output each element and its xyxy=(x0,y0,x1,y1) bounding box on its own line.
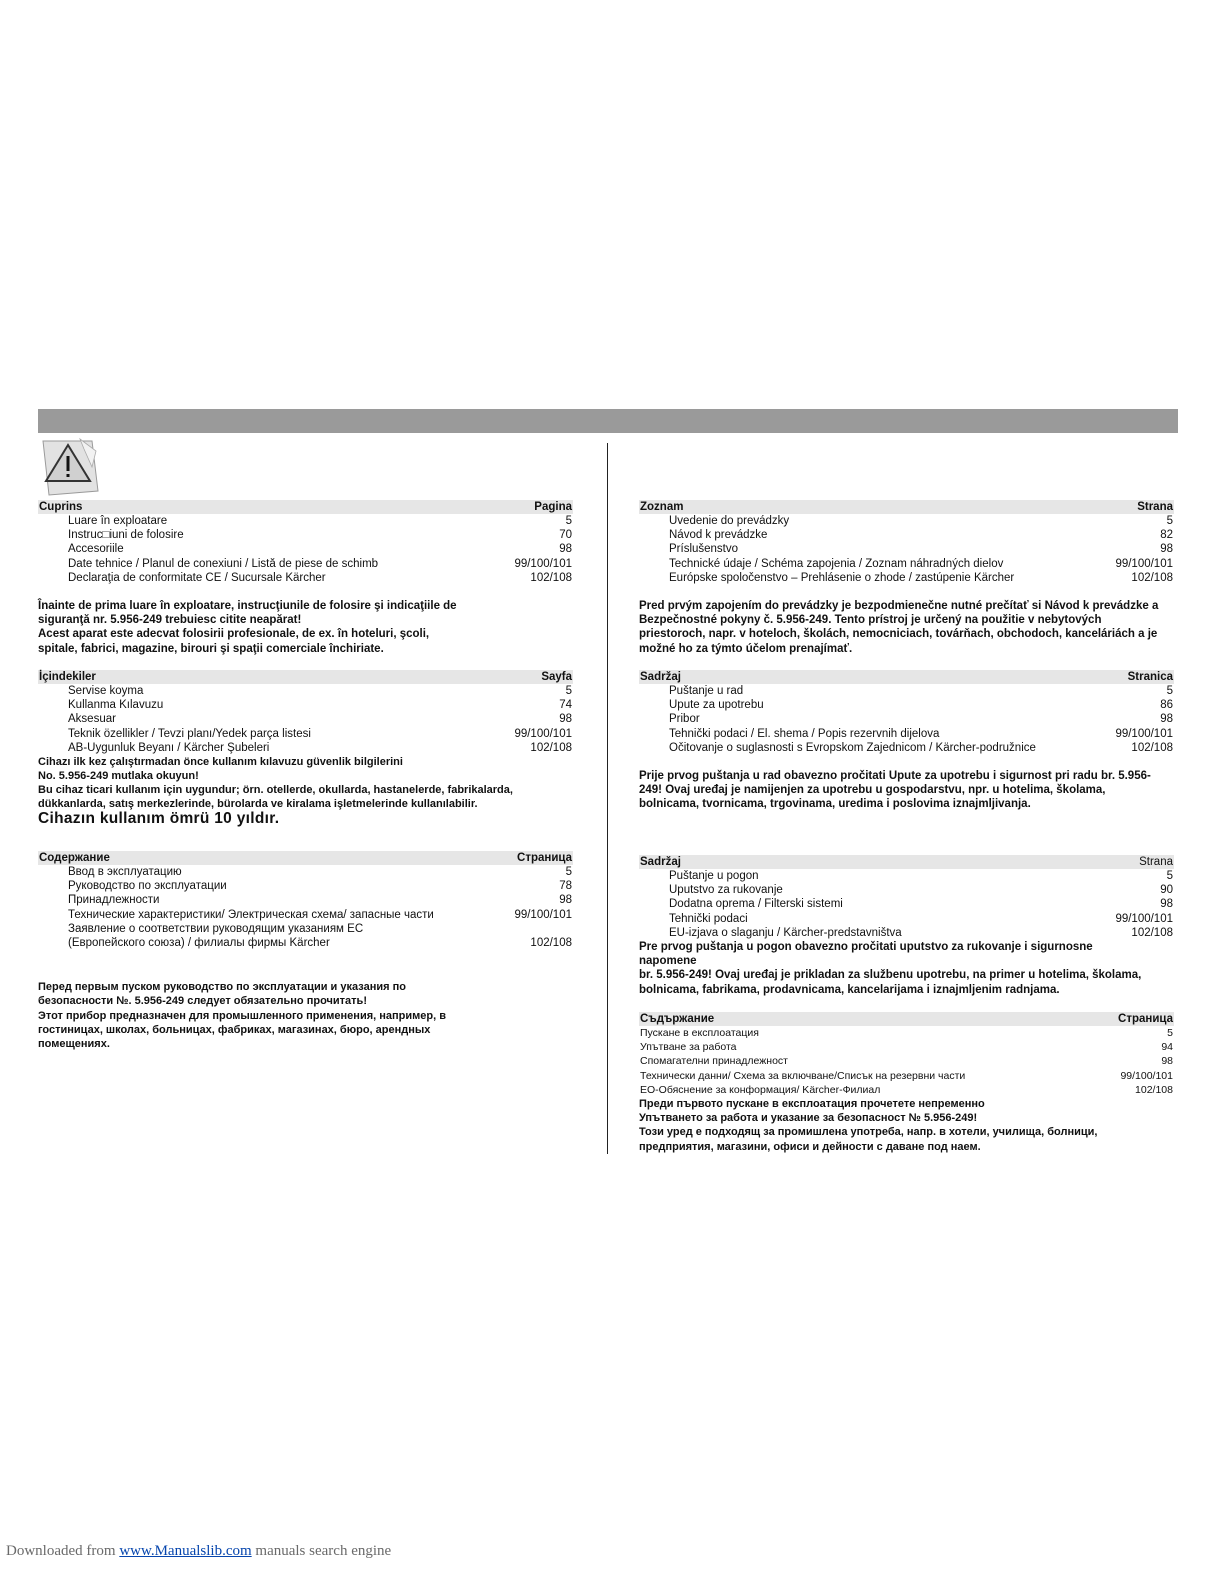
toc-entry-page: 99/100/101 xyxy=(514,908,572,921)
footer-suffix: manuals search engine xyxy=(251,1543,392,1559)
toc-entry-page: 78 xyxy=(559,880,572,893)
toc-entry-title: Dodatna oprema / Filterski sistemi xyxy=(669,898,843,911)
note-paragraph: Cihazı ilk kez çalıştırmadan önce kullanım kılavuzu güvenlik bilgilerini No. 5.956-249 mutlaka okuyun! xyxy=(38,756,403,783)
safety-note xyxy=(639,599,1174,656)
toc-row xyxy=(38,741,573,755)
section-hr xyxy=(639,670,1174,812)
toc-entry-page: 74 xyxy=(559,699,572,712)
toc-entry-title: Tehnički podaci xyxy=(669,912,748,925)
toc-entry-title: Спомагателни принадлежност xyxy=(640,1055,788,1068)
section-ru xyxy=(38,851,573,1051)
toc-entry-page: 82 xyxy=(1160,529,1173,542)
note-paragraph: br. 5.956-249! Ovaj uređaj je prikladan za službenu upotrebu, na primer u hotelima, školama, bolnicama, fabrikama, prodavnicama, kancelarijama i iznajmljenim radnjama. xyxy=(639,969,1142,996)
toc-header xyxy=(639,855,1174,869)
toc-entry-title: Puštanje u pogon xyxy=(669,870,759,882)
toc-entry-title: Aksesuar xyxy=(68,713,116,726)
toc-entry-title: Teknik özellikler / Tevzi planı/Yedek parça listesi xyxy=(68,727,311,740)
toc-entry-page: 5 xyxy=(565,515,572,527)
toc-row xyxy=(639,1040,1174,1054)
toc-row xyxy=(639,712,1174,726)
toc-entry-title: Luare în exploatare xyxy=(68,515,168,527)
toc-title: Содержание xyxy=(39,852,110,864)
toc-entry-page: 102/108 xyxy=(1131,926,1173,939)
toc-entry-page: 99/100/101 xyxy=(1115,727,1173,740)
toc-entry-page: 98 xyxy=(1160,543,1173,556)
section-sr xyxy=(639,855,1174,997)
toc-page-label: Pagina xyxy=(534,501,572,513)
toc-title: İçindekiler xyxy=(39,671,96,683)
toc-entry-page: 5 xyxy=(1166,685,1173,697)
toc-entry-page: 98 xyxy=(559,713,572,726)
toc-entry-page: 102/108 xyxy=(530,937,572,950)
note-paragraph: Этот прибор предназначен для промышленного применения, например, в гостиницах, школах, больницах, фабриках, магазинах, бюро, арендных помещениях. xyxy=(38,1009,446,1051)
toc-entry-title: Упътване за работа xyxy=(640,1041,737,1054)
safety-note xyxy=(38,980,573,1051)
toc-row xyxy=(639,1054,1174,1068)
toc-row xyxy=(639,557,1174,571)
toc-entry-title: Príslušenstvo xyxy=(669,543,739,556)
note-paragraph: Acest aparat este adecvat folosirii profesionale, de ex. în hoteluri, şcoli, spitale, fabrici, magazine, birouri şi spaţii comerciale închiriate. xyxy=(38,628,430,655)
toc-row xyxy=(38,571,573,585)
toc-list xyxy=(38,684,573,755)
section-sk xyxy=(639,500,1174,656)
toc-entry-title: Pribor xyxy=(669,713,700,726)
toc-row xyxy=(639,514,1174,528)
toc-entry-page: 102/108 xyxy=(1131,571,1173,584)
toc-entry-title: EU-izjava o slaganju / Kärcher-predstavništva xyxy=(669,926,902,939)
toc-header xyxy=(38,670,573,684)
toc-page-label: Strana xyxy=(1137,501,1173,513)
toc-page-label: Страница xyxy=(517,852,572,864)
toc-row xyxy=(639,542,1174,556)
toc-row xyxy=(639,698,1174,712)
toc-row xyxy=(639,741,1174,755)
toc-row xyxy=(38,922,573,936)
safety-note xyxy=(38,755,573,811)
toc-row xyxy=(38,865,573,879)
toc-entry-page: 98 xyxy=(1161,1055,1173,1068)
toc-list xyxy=(639,1026,1174,1097)
toc-row xyxy=(639,727,1174,741)
section-ro xyxy=(38,500,573,656)
toc-row xyxy=(38,528,573,542)
toc-entry-page: 98 xyxy=(1160,713,1173,726)
toc-entry-title: ЕО-Обяснение за конформация/ Kärcher-Филиал xyxy=(640,1083,881,1096)
toc-title: Sadržaj xyxy=(640,856,681,868)
toc-title: Zoznam xyxy=(640,501,684,513)
safety-note xyxy=(639,1097,1174,1154)
toc-entry-page: 5 xyxy=(1166,870,1173,882)
toc-entry-title: Kullanma Kılavuzu xyxy=(68,699,164,712)
section-tr xyxy=(38,670,573,827)
toc-entry-title: Uvedenie do prevádzky xyxy=(669,515,790,527)
toc-row xyxy=(38,936,573,950)
note-paragraph: Pre prvog puštanja u pogon obavezno pročitati uputstvo za rukovanje i sigurnosne napomene xyxy=(639,941,1093,968)
note-paragraph: Prije prvog puštanja u rad obavezno pročitati Upute za upotrebu i sigurnost pri radu br. 5.956-249! Ovaj uređaj je namijenjen za upotrebu u gospodarstvu, npr. u hotelima, školama, bolnicama, tvornicama, trgovinama, uredima i poslovima iznajmljivanja. xyxy=(639,770,1151,811)
toc-entry-title: Date tehnice / Planul de conexiuni / Listă de piese de schimb xyxy=(68,557,379,570)
toc-row xyxy=(38,542,573,556)
toc-entry-title: (Европейского союза) / филиалы фирмы Kärcher xyxy=(68,937,330,950)
column-divider xyxy=(607,443,608,1154)
toc-list xyxy=(639,869,1174,940)
toc-row xyxy=(639,912,1174,926)
toc-row xyxy=(639,684,1174,698)
toc-row xyxy=(38,908,573,922)
toc-row xyxy=(639,869,1174,883)
toc-row xyxy=(639,1069,1174,1083)
manualslib-link[interactable]: www.Manualslib.com xyxy=(119,1543,252,1559)
toc-entry-title: Puštanje u rad xyxy=(669,685,744,697)
toc-row xyxy=(38,514,573,528)
toc-header xyxy=(639,670,1174,684)
toc-row xyxy=(639,883,1174,897)
toc-entry-page: 5 xyxy=(1166,515,1173,527)
toc-entry-page: 98 xyxy=(559,894,572,907)
toc-entry-page: 99/100/101 xyxy=(1120,1069,1173,1082)
toc-row xyxy=(38,557,573,571)
toc-entry-page: 70 xyxy=(559,529,572,542)
note-paragraph: Перед первым пуском руководство по эксплуатации и указания по безопасности №. 5.956-249 следует обязательно прочитать! xyxy=(38,981,406,1008)
toc-entry-title: Ввод в эксплуатацию xyxy=(68,866,182,878)
toc-entry-title: Európske spoločenstvo – Prehlásenie o zhode / zastúpenie Kärcher xyxy=(669,571,1015,584)
toc-row xyxy=(38,698,573,712)
toc-row xyxy=(639,571,1174,585)
toc-entry-page: 98 xyxy=(1160,898,1173,911)
toc-entry-title: Upute za upotrebu xyxy=(669,699,764,712)
toc-entry-title: Заявление о соответствии руководящим указаниям ЕС xyxy=(68,922,364,935)
note-paragraph: Преди първото пускане в експлоатация прочетете непременно xyxy=(639,1098,985,1111)
note-paragraph: Înainte de prima luare în exploatare, instrucţiunile de folosire şi indicaţiile de siguranţă nr. 5.956-249 trebuiesc citite neapărat! xyxy=(38,600,457,627)
toc-entry-title: Declaraţia de conformitate CE / Sucursale Kärcher xyxy=(68,571,326,584)
toc-entry-title: Руководство по эксплуатации xyxy=(68,880,227,893)
toc-entry-title: Očitovanje o suglasnosti s Evropskom Zajednicom / Kärcher-podružnice xyxy=(669,741,1036,754)
toc-entry-title: Tehnički podaci / El. shema / Popis rezervnih dijelova xyxy=(669,727,940,740)
toc-header xyxy=(639,500,1174,514)
toc-entry-page: 99/100/101 xyxy=(1115,557,1173,570)
toc-title: Съдържание xyxy=(640,1013,715,1025)
toc-entry-title: Servise koyma xyxy=(68,685,144,697)
toc-entry-page: 90 xyxy=(1160,884,1173,897)
toc-title: Cuprins xyxy=(39,501,83,513)
safety-note xyxy=(639,769,1174,812)
toc-entry-page: 102/108 xyxy=(1131,741,1173,754)
toc-entry-page: 5 xyxy=(565,685,572,697)
toc-entry-page: 102/108 xyxy=(1135,1083,1173,1096)
toc-row xyxy=(639,897,1174,911)
toc-page-label: Strana xyxy=(1139,856,1173,868)
note-paragraph: Този уред е подходящ за промишлена употреба, напр. в хотели, училища, болници, предприятия, магазини, офиси и дейности с даване под наем. xyxy=(639,1126,1098,1153)
toc-entry-page: 99/100/101 xyxy=(514,727,572,740)
toc-entry-page: 99/100/101 xyxy=(514,557,572,570)
toc-row xyxy=(38,727,573,741)
toc-page-label: Страница xyxy=(1118,1013,1173,1025)
toc-list xyxy=(38,514,573,585)
toc-row xyxy=(639,926,1174,940)
toc-page-label: Stranica xyxy=(1127,671,1173,683)
warning-triangle-icon xyxy=(40,437,100,497)
note-paragraph: Pred prvým zapojením do prevádzky je bezpodmienečne nutné prečítať si Návod k prevádzke a Bezpečnostné pokyny č. 5.956-249. Tento prístroj je určený na použitie v nebytových priestoroch, napr. v hoteloch, školách, nemocniciach, továrňach, obchodoch, kanceláriách a je možné ho za týmto účelom prenajímať. xyxy=(639,600,1159,655)
toc-header xyxy=(639,1012,1174,1026)
toc-entry-title: Návod k prevádzke xyxy=(669,529,768,542)
safety-note xyxy=(38,599,573,656)
toc-list xyxy=(38,865,573,950)
toc-row xyxy=(639,1083,1174,1097)
toc-entry-title: Uputstvo za rukovanje xyxy=(669,884,783,897)
toc-page-label: Sayfa xyxy=(541,671,572,683)
toc-entry-title: Технически данни/ Схема за включване/Списък на резервни части xyxy=(640,1069,966,1082)
toc-row xyxy=(38,684,573,698)
footer-prefix: Downloaded from xyxy=(6,1543,120,1559)
toc-entry-title: AB-Uygunluk Beyanı / Kärcher Şubeleri xyxy=(68,741,270,754)
safety-note xyxy=(639,940,1174,997)
toc-entry-page: 5 xyxy=(1167,1027,1173,1039)
toc-row xyxy=(38,879,573,893)
toc-entry-title: Instruc□iuni de folosire xyxy=(68,529,184,542)
toc-entry-page: 94 xyxy=(1161,1041,1173,1054)
note-paragraph: Bu cihaz ticari kullanım için uygundur; örn. otellerde, okullarda, hastanelerde, fabrikalarda, dükkanlarda, satış merkezlerinde, bürolarda ve kiralama işletmelerinde kullanılabilir. xyxy=(38,784,513,811)
toc-row xyxy=(38,893,573,907)
toc-entry-title: Accesoriile xyxy=(68,543,124,556)
download-footer xyxy=(6,1543,391,1560)
top-gray-bar xyxy=(38,409,1178,433)
toc-entry-page: 98 xyxy=(559,543,572,556)
toc-entry-page: 102/108 xyxy=(530,571,572,584)
toc-list xyxy=(639,514,1174,585)
toc-row xyxy=(38,712,573,726)
note-paragraph: Упътването за работа и указание за безопасност № 5.956-249! xyxy=(639,1112,978,1125)
toc-entry-page: 99/100/101 xyxy=(1115,912,1173,925)
toc-entry-page: 86 xyxy=(1160,699,1173,712)
toc-header xyxy=(38,500,573,514)
toc-header xyxy=(38,851,573,865)
toc-title: Sadržaj xyxy=(640,671,681,683)
toc-entry-title: Technické údaje / Schéma zapojenia / Zoznam náhradných dielov xyxy=(669,557,1004,570)
toc-entry-title: Принадлежности xyxy=(68,894,160,907)
toc-entry-title: Технические характеристики/ Электрическая схема/ запасные части xyxy=(68,908,434,921)
toc-row xyxy=(639,528,1174,542)
toc-list xyxy=(639,684,1174,755)
toc-entry-page: 5 xyxy=(565,866,572,878)
toc-row xyxy=(639,1026,1174,1040)
toc-entry-page: 102/108 xyxy=(530,741,572,754)
section-bg xyxy=(639,1012,1174,1154)
lifetime-note: Cihazın kullanım ömrü 10 yıldır. xyxy=(38,810,280,828)
toc-entry-title: Пускане в експлоатация xyxy=(640,1027,759,1039)
